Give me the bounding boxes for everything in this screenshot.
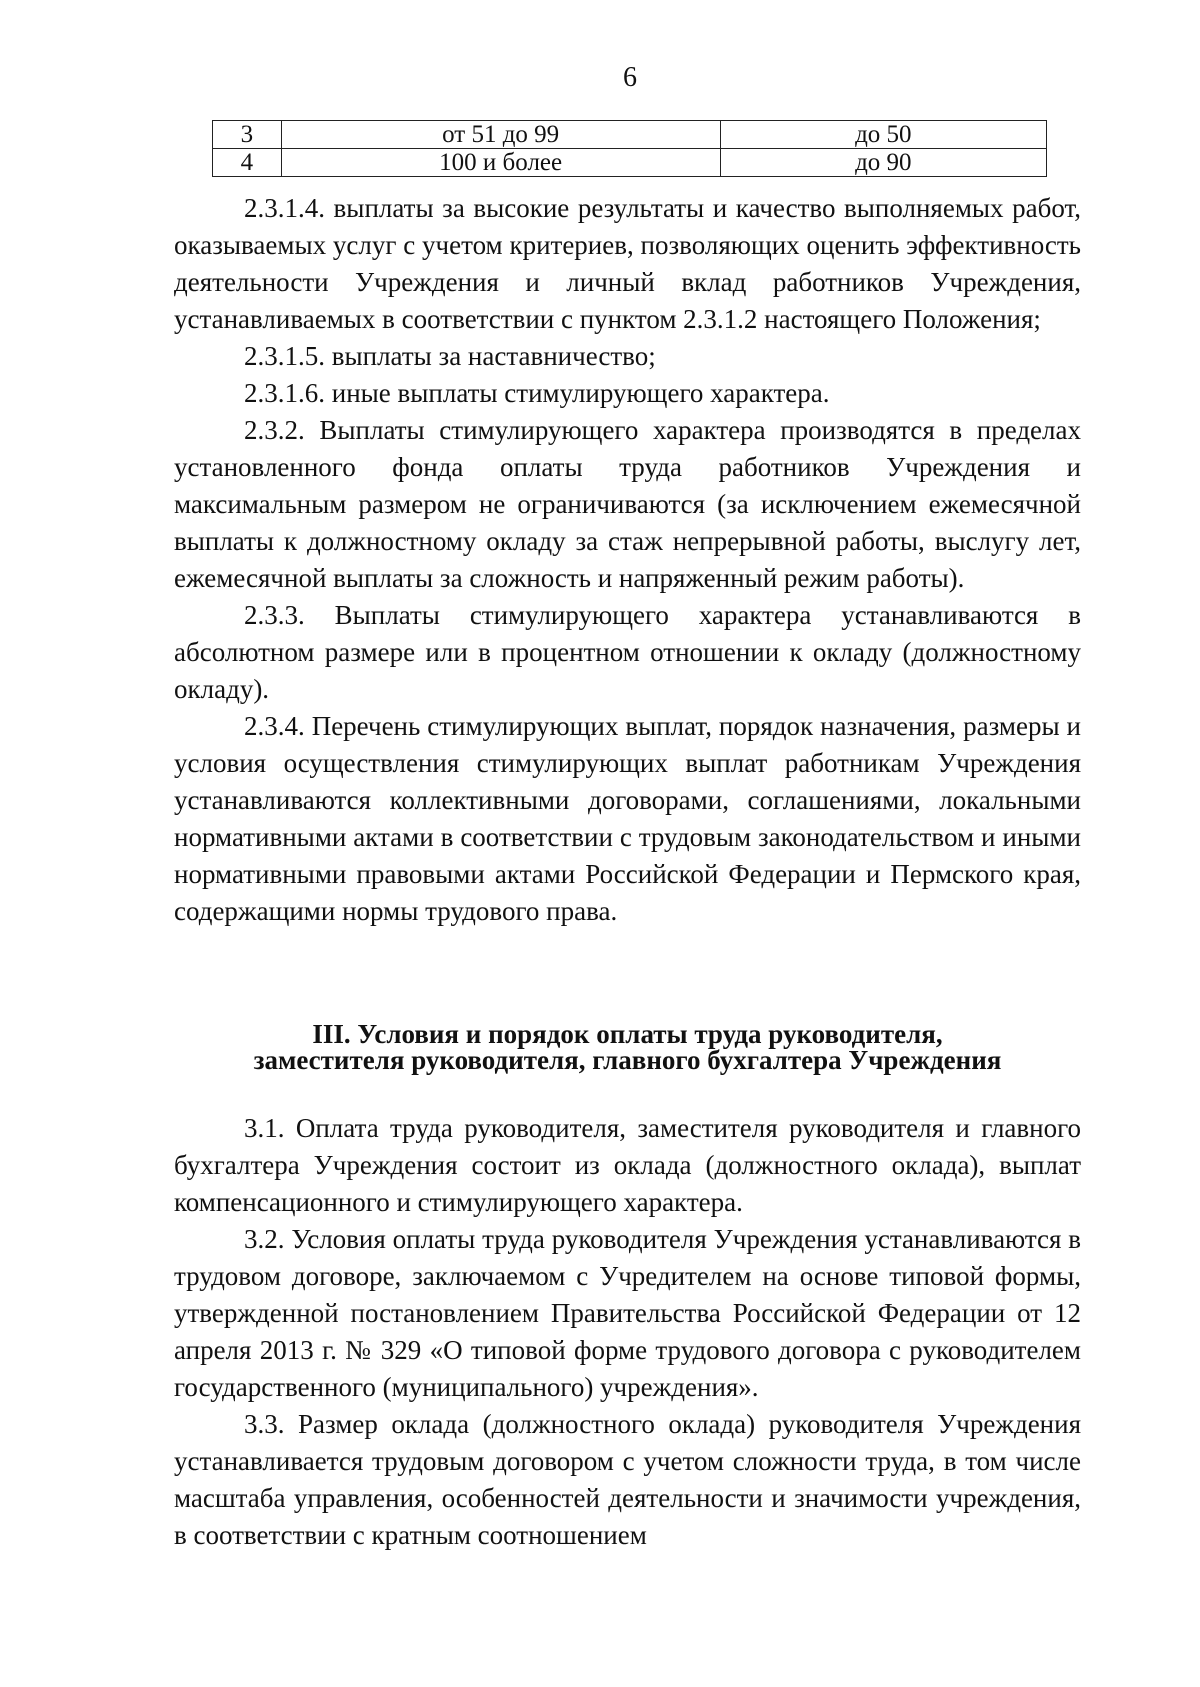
paragraph-3-3: 3.3. Размер оклада (должностного оклада) руководителя Учреждения устанавливается трудовым договором с учетом сложности труда, в том числе масштаба управления, особенностей деятельности и значимости учреждения, в соответствии с кратным соотношением xyxy=(174,1409,1081,1550)
section-3-heading-line-1: III. Условия и порядок оплаты труда руководителя, xyxy=(312,1019,943,1049)
paragraph-3-2: 3.2. Условия оплаты труда руководителя Учреждения устанавливаются в трудовом договоре, заключаемом с Учредителем на основе типовой формы, утвержденной постановлением Правительства Российской Федерации от 12 апреля 2013 г. № 329 «О типовой форме трудового договора с руководителем государственного (муниципального) учреждения». xyxy=(174,1224,1081,1402)
section-3-heading xyxy=(174,1021,1081,1073)
page-number: 6 xyxy=(623,62,637,93)
table-cell-range: 100 и более xyxy=(281,149,720,177)
paragraph-2-3-2: 2.3.2. Выплаты стимулирующего характера производятся в пределах установленного фонда оплаты труда работников Учреждения и максимальным размером не ограничиваются (за исключением ежемесячной выплаты к должностному окладу за стаж непрерывной работы, выслугу лет, ежемесячной выплаты за сложность и напряженный режим работы). xyxy=(174,415,1081,593)
paragraph-2-3-1-4: 2.3.1.4. выплаты за высокие результаты и качество выполняемых работ, оказываемых услуг с учетом критериев, позволяющих оценить эффективность деятельности Учреждения и личный вклад работников Учреждения, устанавливаемых в соответствии с пунктом 2.3.1.2 настоящего Положения; xyxy=(174,193,1081,334)
continuation-table xyxy=(212,120,1047,177)
section-3-heading-line-2: заместителя руководителя, главного бухгалтера Учреждения xyxy=(253,1045,1002,1075)
paragraph-2-3-3: 2.3.3. Выплаты стимулирующего характера устанавливаются в абсолютном размере или в процентном отношении к окладу (должностному окладу). xyxy=(174,600,1081,704)
section-2-body xyxy=(174,190,1081,930)
table-cell-num: 4 xyxy=(213,149,282,177)
table-cell-value: до 50 xyxy=(720,121,1046,149)
section-3-body xyxy=(174,1110,1081,1554)
paragraph-2-3-4: 2.3.4. Перечень стимулирующих выплат, порядок назначения, размеры и условия осуществления стимулирующих выплат работникам Учреждения устанавливаются коллективными договорами, соглашениями, локальными нормативными актами в соответствии с трудовым законодательством и иными нормативными правовыми актами Российской Федерации и Пермского края, содержащими нормы трудового права. xyxy=(174,711,1081,926)
table-row xyxy=(213,121,1047,149)
paragraph-2-3-1-6: 2.3.1.6. иные выплаты стимулирующего характера. xyxy=(244,378,830,408)
table-cell-range: от 51 до 99 xyxy=(281,121,720,149)
paragraph-2-3-1-5: 2.3.1.5. выплаты за наставничество; xyxy=(244,341,656,371)
paragraph-3-1: 3.1. Оплата труда руководителя, заместителя руководителя и главного бухгалтера Учреждения состоит из оклада (должностного оклада), выплат компенсационного и стимулирующего характера. xyxy=(174,1113,1081,1217)
table-cell-value: до 90 xyxy=(720,149,1046,177)
table-row xyxy=(213,149,1047,177)
table-cell-num: 3 xyxy=(213,121,282,149)
